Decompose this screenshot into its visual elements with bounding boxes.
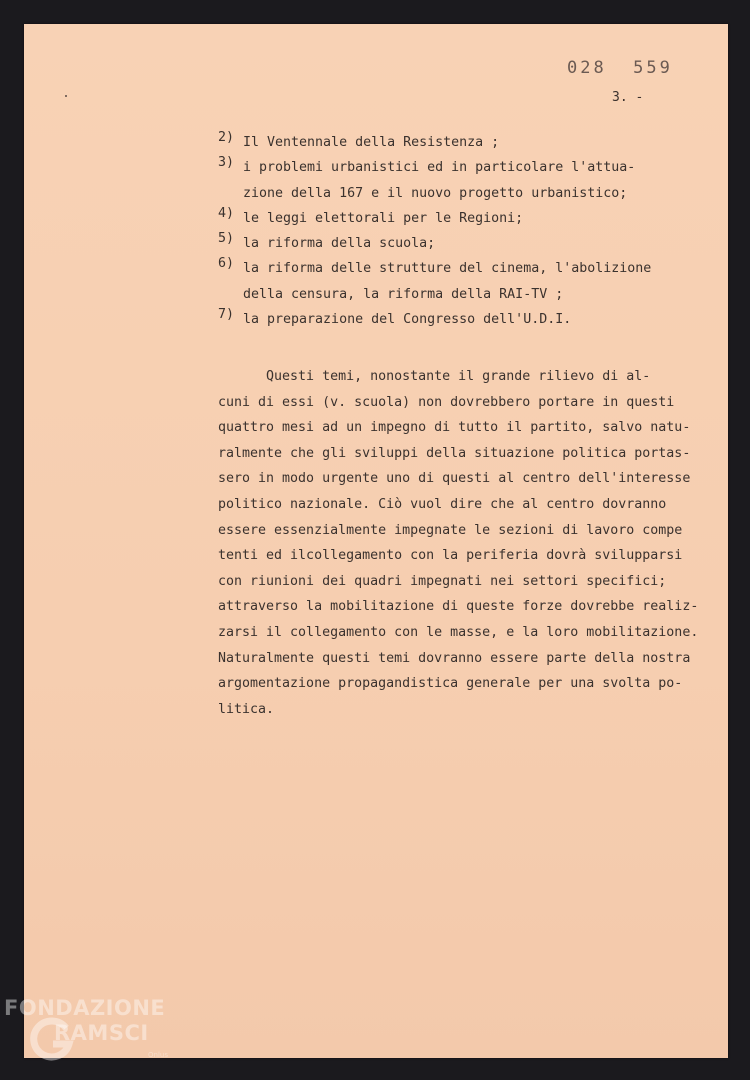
list-item-number: 3) [218,155,235,171]
paragraph-line: Naturalmente questi temi dovranno essere parte della nostra [218,650,691,666]
list-item [218,155,718,206]
body-paragraph [218,364,699,722]
paragraph-line: con riunioni dei quadri impegnati nei settori specifici; [218,573,667,589]
page-number: 3. - [612,90,644,105]
list-item-number: 2) [218,130,235,145]
paragraph-line: sero in modo urgente uno di questi al centro dell'interesse [218,471,691,487]
list-item-number: 6) [218,256,235,272]
paragraph-line: Questi temi, nonostante il grande rilievo di al- [218,369,651,384]
list-item-text: la riforma delle strutture del cinema, l'abolizione della censura, la riforma della RAI-TV ; [243,261,652,302]
list-item-text: la riforma della scuola; [243,236,436,252]
list-item [218,130,718,155]
foundation-watermark [2,996,202,1076]
list-item-number: 7) [218,307,235,323]
watermark-line1: FONDAZIONE [4,996,166,1020]
list-item [218,307,718,332]
list-item-text: le leggi elettorali per le Regioni; [243,210,524,226]
watermark-small: Onlus [148,1051,168,1059]
agenda-list [218,130,718,332]
list-item [218,256,718,307]
paragraph-line: tenti ed ilcollegamento con la periferia dovrà svilupparsi [218,548,683,564]
paper-speck [65,95,67,97]
paragraph-line: essere essenzialmente impegnate le sezioni di lavoro compe [218,522,683,538]
list-item [218,231,718,256]
paragraph-line: cuni di essi (v. scuola) non dovrebbero portare in questi [218,394,675,410]
archive-number: 028 559 [567,58,673,78]
paragraph-line: zarsi il collegamento con le masse, e la loro mobilitazione. [218,624,699,640]
list-item-number: 4) [218,205,235,221]
list-item-text: la preparazione del Congresso dell'U.D.I. [243,312,572,328]
paragraph-line: politico nazionale. Ciò vuol dire che al centro dovranno [218,496,667,512]
paragraph-line: ralmente che gli sviluppi della situazione politica portas- [218,445,691,461]
list-item-number: 5) [218,231,235,247]
paragraph-line: litica. [218,701,275,717]
watermark-line2: RAMSCI [54,1021,149,1045]
paragraph-line: attraverso la mobilitazione di queste forze dovrebbe realiz- [218,599,699,615]
list-item-text: i problemi urbanistici ed in particolare l'attua- zione della 167 e il nuovo progetto urbanistico; [243,160,636,201]
paragraph-line: quattro mesi ad un impegno di tutto il partito, salvo natu- [218,420,691,436]
paragraph-line: argomentazione propagandistica generale per una svolta po- [218,676,683,692]
list-item-text: Il Ventennale della Resistenza ; [243,135,500,150]
list-item [218,206,718,231]
document-page [24,24,728,1058]
